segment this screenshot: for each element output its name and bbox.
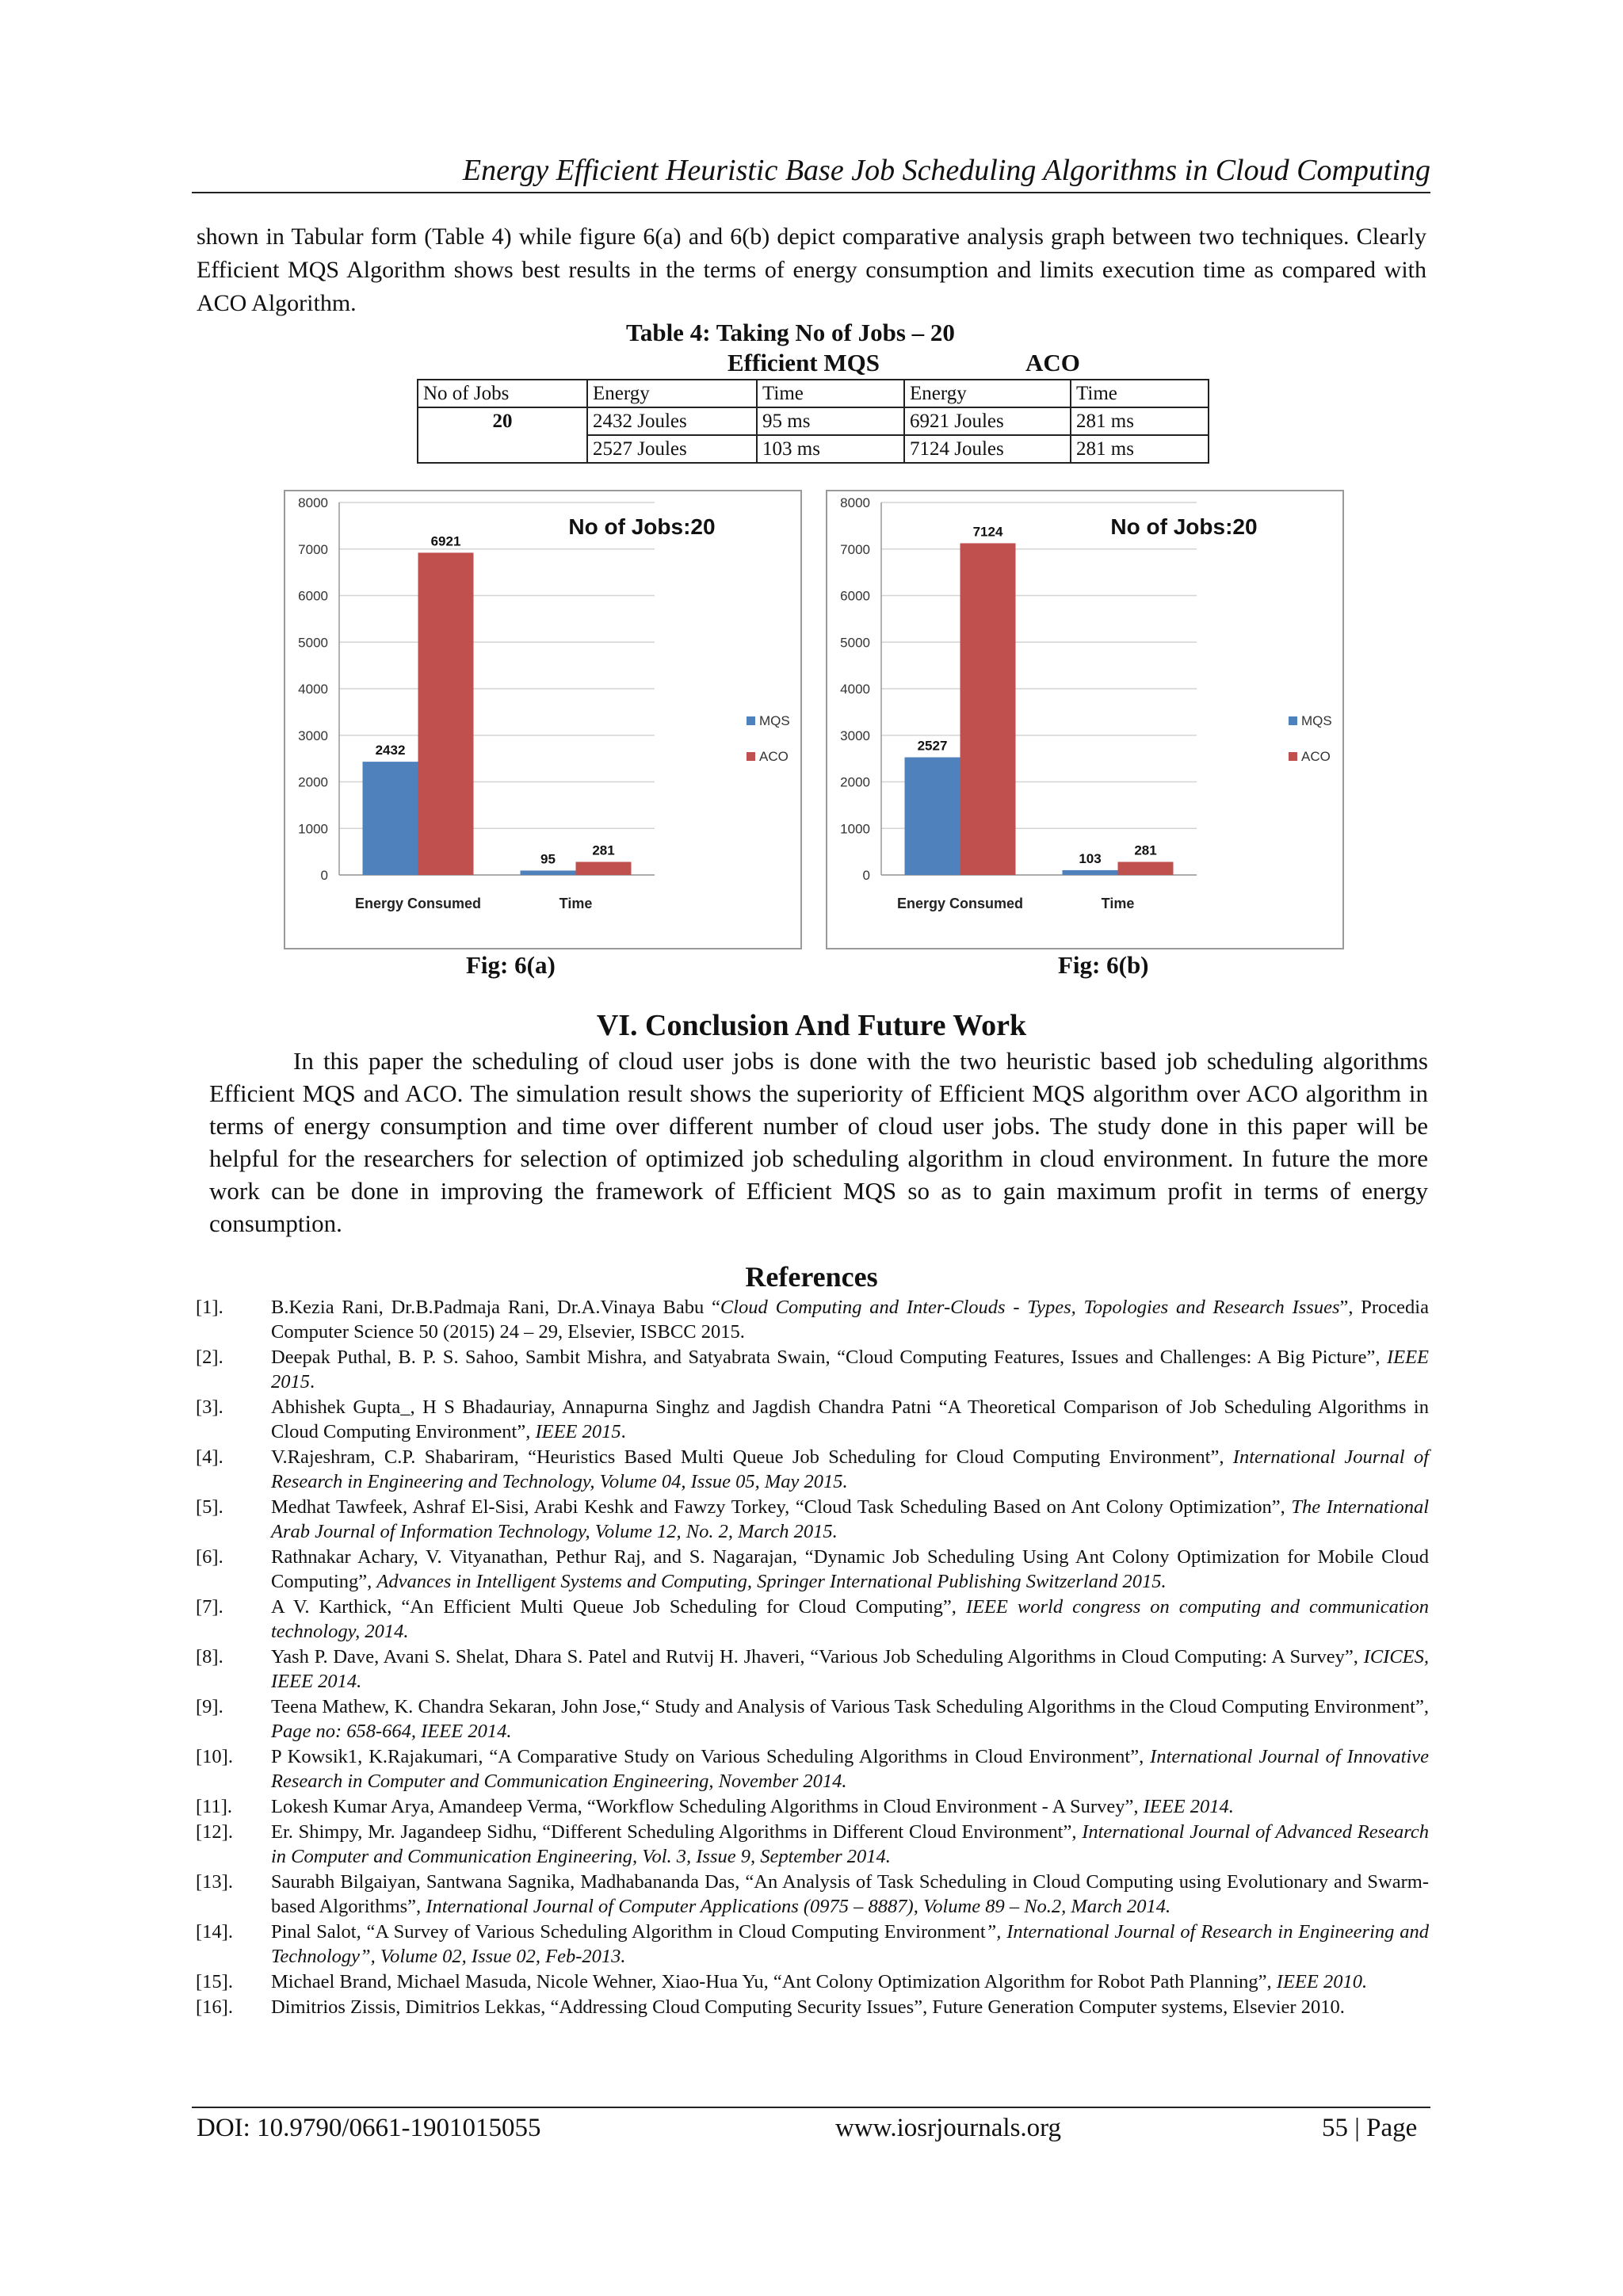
footer-doi: DOI: 10.9790/0661-1901015055 <box>197 2114 541 2142</box>
reference-item <box>196 1794 1429 1819</box>
header-cell: Energy <box>904 380 1071 407</box>
header-cell: Energy <box>587 380 757 407</box>
reference-item <box>196 1920 1429 1969</box>
reference-number: [8]. <box>196 1646 223 1668</box>
legend-swatch <box>747 752 755 761</box>
reference-plain: Michael Brand, Michael Masuda, Nicole Wehner, Xiao-Hua Yu, “Ant Colony Optimization Algorithm for Robot Path Planning”, <box>271 1971 1277 1992</box>
reference-text <box>271 1445 1429 1494</box>
reference-item <box>196 1694 1429 1744</box>
table-header-row <box>418 380 1209 407</box>
y-tick-label: 2000 <box>298 774 328 790</box>
reference-list <box>196 1295 1429 2020</box>
data-label: 2527 <box>917 738 948 754</box>
y-tick-label: 8000 <box>840 495 870 510</box>
reference-plain: Pinal Salot, “A Survey of Various Scheduling Algorithm in Cloud Computing Environment <box>271 1921 986 1943</box>
figure-caption-6b: Fig: 6(b) <box>1058 951 1149 979</box>
reference-number: [11]. <box>196 1796 233 1817</box>
reference-italic: ICICES, IEEE 2014. <box>271 1646 1429 1692</box>
data-label: 6921 <box>430 533 461 549</box>
table-cell: 2527 Joules <box>587 435 757 463</box>
reference-italic: International Journal of Advanced Research in Computer and Communication Engineering, Vol. 3, Issue 9, September 2014. <box>271 1821 1429 1867</box>
chart-title: No of Jobs:20 <box>568 514 716 539</box>
reference-text <box>271 1794 1429 1819</box>
bar-aco <box>1118 861 1174 875</box>
table-cell: 2432 Joules <box>587 407 757 435</box>
reference-number: [13]. <box>196 1871 233 1893</box>
reference-text <box>271 1345 1429 1394</box>
reference-italic: International Journal of Computer Applications (0975 – 8887), Volume 89 – No.2, March 2014. <box>426 1896 1171 1917</box>
y-tick-label: 1000 <box>840 821 870 837</box>
reference-italic: The International Arab Journal of Information Technology, Volume 12, No. 2, March 2015. <box>271 1496 1430 1542</box>
y-tick-label: 5000 <box>298 635 328 651</box>
footer-rule <box>192 2107 1430 2108</box>
legend-swatch <box>1289 716 1297 725</box>
table-cell: 281 ms <box>1071 407 1209 435</box>
reference-text <box>271 1595 1429 1644</box>
reference-italic: IEEE world congress on computing and communication technology, 2014. <box>271 1596 1429 1642</box>
reference-number: [9]. <box>196 1696 223 1717</box>
reference-number: [2]. <box>196 1347 223 1368</box>
reference-number: [3]. <box>196 1396 223 1418</box>
reference-plain: V.Rajeshram, C.P. Shabariram, “Heuristics Based Multi Queue Job Scheduling for Cloud Computing Environment”, <box>271 1446 1233 1468</box>
reference-plain: Teena Mathew, K. Chandra Sekaran, John Jose,“ Study and Analysis of Various Task Scheduling Algorithms in the Cloud Computing Environment”, <box>271 1696 1429 1717</box>
bar-mqs <box>521 870 576 875</box>
reference-text <box>271 1545 1429 1594</box>
chart-6b <box>826 490 1344 949</box>
jobs-cell: 20 <box>418 407 587 463</box>
reference-text <box>271 1395 1429 1444</box>
reference-plain: Dimitrios Zissis, Dimitrios Lekkas, “Addressing Cloud Computing Security Issues”, Future Generation Computer systems, Elsevier 2010. <box>271 1996 1345 2018</box>
y-tick-label: 3000 <box>840 728 870 743</box>
y-tick-label: 4000 <box>298 682 328 697</box>
reference-item <box>196 1595 1429 1644</box>
reference-plain: P Kowsik1, K.Rajakumari, “A Comparative Study on Various Scheduling Algorithms in Cloud Environment”, <box>271 1746 1151 1767</box>
reference-text <box>271 1495 1429 1544</box>
y-tick-label: 0 <box>320 868 328 883</box>
reference-italic: ”, International Journal of Research in Engineering and Technology”, Volume 02, Issue 02, Feb-2013. <box>271 1921 1429 1967</box>
y-tick-label: 2000 <box>840 774 870 790</box>
reference-item <box>196 1969 1429 1994</box>
table-cell: 6921 Joules <box>904 407 1071 435</box>
reference-italic: International Journal of Research in Engineering and Technology, Volume 04, Issue 05, May 2015. <box>271 1446 1430 1492</box>
reference-item <box>196 1645 1429 1694</box>
reference-item <box>196 1545 1429 1594</box>
reference-number: [15]. <box>196 1971 233 1992</box>
reference-italic: , IEEE 2015 <box>271 1347 1429 1392</box>
bar-mqs <box>905 758 960 875</box>
reference-number: [5]. <box>196 1496 223 1518</box>
reference-tail: . <box>621 1421 626 1442</box>
table-cell: 7124 Joules <box>904 435 1071 463</box>
reference-item <box>196 1870 1429 1919</box>
reference-item <box>196 1445 1429 1494</box>
x-category-label: Time <box>559 896 593 911</box>
reference-plain: B.Kezia Rani, Dr.B.Padmaja Rani, Dr.A.Vinaya Babu “ <box>271 1297 720 1318</box>
legend-label: ACO <box>1301 749 1331 764</box>
table-cell: 281 ms <box>1071 435 1209 463</box>
reference-plain: Er. Shimpy, Mr. Jagandeep Sidhu, “Different Scheduling Algorithms in Different Cloud Environment”, <box>271 1821 1083 1843</box>
y-tick-label: 7000 <box>298 541 328 557</box>
reference-text <box>271 1295 1429 1344</box>
bar-aco <box>418 552 474 875</box>
reference-text <box>271 1969 1429 1994</box>
reference-plain: Lokesh Kumar Arya, Amandeep Verma, “Workflow Scheduling Algorithms in Cloud Environment - A Survey”, <box>271 1796 1144 1817</box>
y-tick-label: 6000 <box>298 588 328 604</box>
legend-swatch <box>1289 752 1297 761</box>
reference-italic: Advances in Intelligent Systems and Computing, Springer International Publishing Switzerland 2015. <box>376 1571 1167 1592</box>
reference-number: [6]. <box>196 1546 223 1568</box>
reference-number: [16]. <box>196 1996 233 2018</box>
header-rule <box>192 192 1430 193</box>
section-title: VI. Conclusion And Future Work <box>596 1009 1027 1042</box>
reference-item <box>196 1820 1429 1869</box>
table-group-aco: ACO <box>1025 349 1080 376</box>
reference-italic: IEEE 2014. <box>1143 1796 1234 1817</box>
reference-tail: ”, Procedia Computer Science 50 (2015) 24 – 29, Elsevier, ISBCC 2015. <box>271 1297 1429 1343</box>
table-cell: 95 ms <box>757 407 904 435</box>
data-label: 281 <box>592 842 615 858</box>
conclusion-text <box>209 1045 1428 1240</box>
conclusion-paragraph: In this paper the scheduling of cloud user jobs is done with the two heuristic based job scheduling algorithms Efficient MQS and ACO. The simulation result shows the superiority of Efficient MQS algorithm over ACO algorithm in terms of energy consumption and time over different number of cloud user jobs. The study done in this paper will be helpful for the researchers for selection of optimized job scheduling algorithm in cloud environment. In future the more work can be done in improving the framework of Efficient MQS so as to gain maximum profit in terms of energy consumption. <box>209 1047 1428 1237</box>
y-tick-label: 3000 <box>298 728 328 743</box>
bar-mqs <box>363 762 418 875</box>
footer-page: 55 | Page <box>1322 2114 1418 2142</box>
reference-text <box>271 1870 1429 1919</box>
references-title: References <box>745 1261 878 1293</box>
reference-plain: Rathnakar Achary, V. Vityanathan, Pethur Raj, and S. Nagarajan, “Dynamic Job Scheduling Using Ant Colony Optimization for Mobile Cloud Computing”, <box>271 1546 1429 1592</box>
results-table <box>417 379 1209 464</box>
reference-number: [12]. <box>196 1821 233 1843</box>
reference-text <box>271 1645 1429 1694</box>
chart-title: No of Jobs:20 <box>1110 514 1258 539</box>
reference-number: [10]. <box>196 1746 233 1767</box>
data-label: 2432 <box>375 743 406 758</box>
y-tick-label: 5000 <box>840 635 870 651</box>
reference-plain: Medhat Tawfeek, Ashraf El-Sisi, Arabi Keshk and Fawzy Torkey, “Cloud Task Scheduling Based on Ant Colony Optimization”, <box>271 1496 1292 1518</box>
reference-number: [1]. <box>196 1297 223 1318</box>
legend-label: ACO <box>759 749 789 764</box>
y-tick-label: 7000 <box>840 541 870 557</box>
y-tick-label: 8000 <box>298 495 328 510</box>
x-category-label: Time <box>1101 896 1135 911</box>
intro-paragraph: shown in Tabular form (Table 4) while figure 6(a) and 6(b) depict comparative analysis graph between two techniques. Clearly Efficient MQS Algorithm shows best results in the terms of energy consumption and limits execution time as compared with ACO Algorithm. <box>197 223 1426 316</box>
chart-6a <box>284 490 802 949</box>
reference-item <box>196 1744 1429 1794</box>
reference-plain: Yash P. Dave, Avani S. Shelat, Dhara S. Patel and Rutvij H. Jhaveri, “Various Job Scheduling Algorithms in Cloud Computing: A Survey”, <box>271 1646 1364 1668</box>
y-tick-label: 0 <box>862 868 870 883</box>
reference-tail: . <box>310 1371 315 1392</box>
reference-item <box>196 1395 1429 1444</box>
reference-item <box>196 1295 1429 1344</box>
table-caption: Table 4: Taking No of Jobs – 20 <box>626 319 955 346</box>
reference-text <box>271 1995 1429 2019</box>
y-tick-label: 4000 <box>840 682 870 697</box>
reference-number: [4]. <box>196 1446 223 1468</box>
table-row <box>418 407 1209 435</box>
reference-number: [7]. <box>196 1596 223 1618</box>
reference-text <box>271 1694 1429 1744</box>
header-cell: No of Jobs <box>418 380 587 407</box>
running-header: Energy Efficient Heuristic Base Job Scheduling Algorithms in Cloud Computing <box>462 154 1430 187</box>
reference-item <box>196 1345 1429 1394</box>
reference-italic: IEEE 2010. <box>1276 1971 1368 1992</box>
data-label: 7124 <box>972 524 1003 540</box>
figure-caption-6a: Fig: 6(a) <box>466 951 556 979</box>
reference-italic: Page no: 658-664, IEEE 2014. <box>271 1721 512 1742</box>
reference-text <box>271 1820 1429 1869</box>
y-tick-label: 1000 <box>298 821 328 837</box>
reference-plain: Deepak Puthal, B. P. S. Sahoo, Sambit Mishra, and Satyabrata Swain, “Cloud Computing Features, Issues and Challenges: A Big Picture” <box>271 1347 1376 1368</box>
reference-plain: A V. Karthick, “An Efficient Multi Queue Job Scheduling for Cloud Computing”, <box>271 1596 966 1618</box>
reference-item <box>196 1495 1429 1544</box>
data-label: 95 <box>540 851 556 867</box>
footer-site: www.iosrjournals.org <box>835 2114 1062 2142</box>
legend-swatch <box>747 716 755 725</box>
x-category-label: Energy Consumed <box>896 896 1024 911</box>
y-tick-label: 6000 <box>840 588 870 604</box>
reference-italic: IEEE 2015 <box>535 1421 621 1442</box>
reference-italic: Cloud Computing and Inter-Clouds - Types, Topologies and Research Issues <box>720 1297 1340 1318</box>
table-group-mqs: Efficient MQS <box>727 349 880 376</box>
table-cell: 103 ms <box>757 435 904 463</box>
reference-plain: Abhishek Gupta_, H S Bhadauriay, Annapurna Singhz and Jagdish Chandra Patni “A Theoretical Comparison of Job Scheduling Algorithms in Cloud Computing Environment”, <box>271 1396 1429 1442</box>
bar-mqs <box>1063 870 1118 875</box>
reference-item <box>196 1995 1429 2019</box>
data-label: 103 <box>1079 850 1102 866</box>
reference-italic: International Journal of Innovative Research in Computer and Communication Engineering, November 2014. <box>271 1746 1429 1792</box>
bar-aco <box>960 543 1016 875</box>
reference-plain: Saurabh Bilgaiyan, Santwana Sagnika, Madhabananda Das, “An Analysis of Task Scheduling in Cloud Computing using Evolutionary and Swarm-based Algorithms”, <box>271 1871 1429 1917</box>
reference-text <box>271 1920 1429 1969</box>
reference-text <box>271 1744 1429 1794</box>
reference-number: [14]. <box>196 1921 233 1943</box>
chart-6a-svg <box>285 491 800 948</box>
data-label: 281 <box>1134 842 1157 858</box>
chart-6b-svg <box>827 491 1342 948</box>
header-cell: Time <box>1071 380 1209 407</box>
bar-aco <box>576 861 632 875</box>
header-cell: Time <box>757 380 904 407</box>
x-category-label: Energy Consumed <box>354 896 482 911</box>
legend-label: MQS <box>759 713 790 728</box>
legend-label: MQS <box>1301 713 1332 728</box>
